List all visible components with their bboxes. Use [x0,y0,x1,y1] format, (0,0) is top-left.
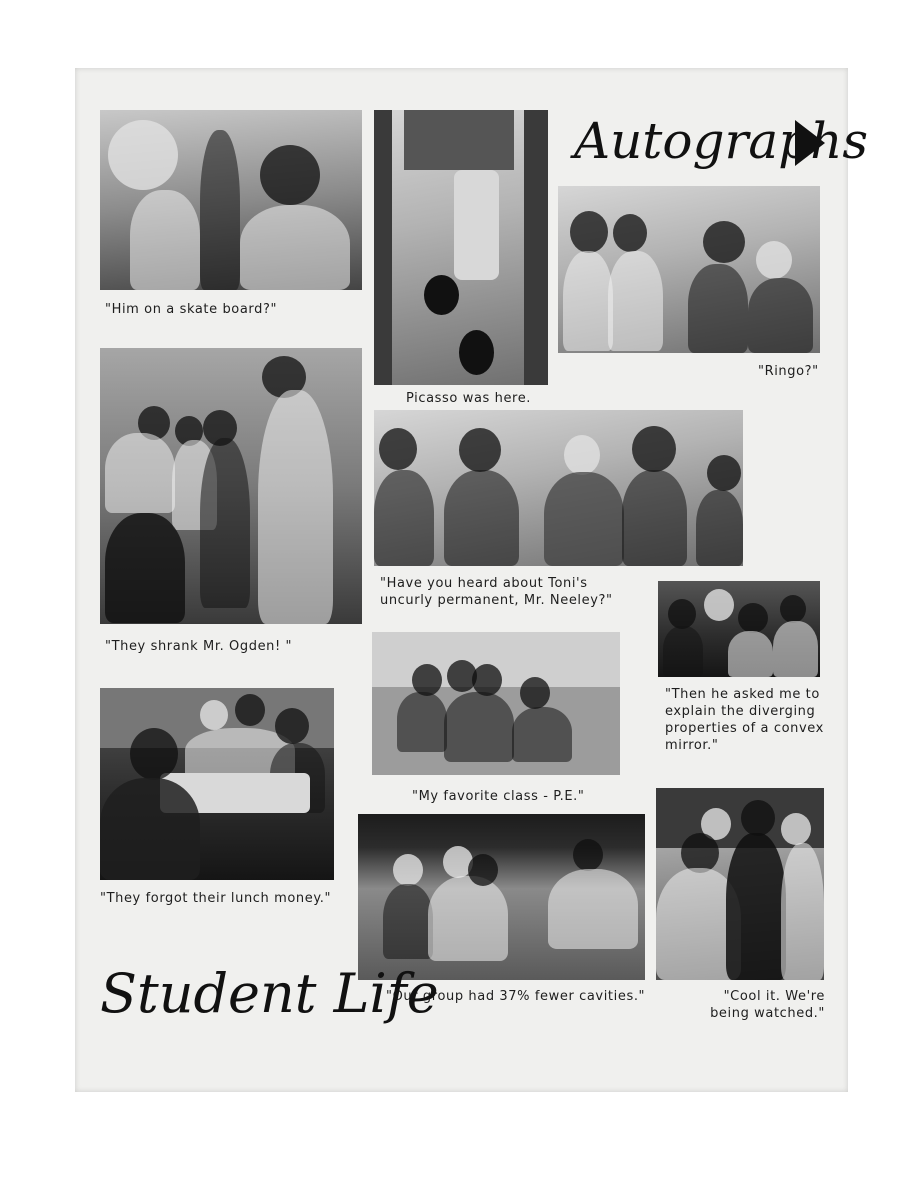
caption-pe: "My favorite class - P.E." [412,789,585,804]
photo-pe [372,632,620,775]
photo-cavities [358,814,645,980]
photo-ringo [558,186,820,353]
photo-lunch [100,688,334,880]
caption-picasso: Picasso was here. [406,391,532,406]
photo-toni [374,410,743,566]
caption-toni: "Have you heard about Toni's uncurly permanent, Mr. Neeley?" [380,576,613,608]
caption-ogden: "They shrank Mr. Ogden! " [105,639,293,654]
photo-convex [658,581,820,677]
photo-picasso [374,110,548,385]
photo-ogden [100,348,362,624]
arrow-right-icon [795,120,825,166]
student-life-heading: Student Life [100,962,439,1025]
caption-cool: "Cool it. We're being watched." [710,989,825,1021]
autographs-heading: Autographs [574,112,869,170]
caption-skateboard: "Him on a skate board?" [105,302,278,317]
caption-cavities: "Our group had 37% fewer cavities." [386,989,646,1004]
caption-convex: "Then he asked me to explain the diverging properties of a convex mirror." [665,687,824,753]
caption-lunch: "They forgot their lunch money." [100,891,332,906]
photo-skateboard [100,110,362,290]
photo-cool [656,788,824,980]
caption-ringo: "Ringo?" [758,364,819,379]
